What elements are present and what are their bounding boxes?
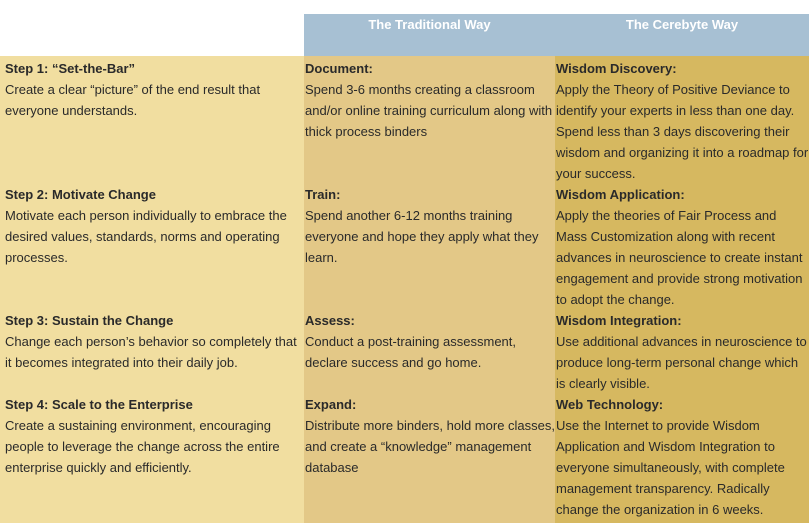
step-3-cell (0, 310, 304, 373)
step-3-body: Change each person’s behavior so completely that it becomes integrated into their daily job. (5, 334, 297, 370)
step-4-body: Create a sustaining environment, encouraging people to leverage the change across the entire enterprise quickly and efficiently. (5, 418, 280, 475)
cerebyte-3-body: Use additional advances in neuroscience to produce long-term personal change which is clearly visible. (556, 334, 807, 391)
cerebyte-2-title: Wisdom Application: (556, 187, 685, 202)
step-1-title: Step 1: “Set-the-Bar” (5, 61, 136, 76)
cerebyte-4-body: Use the Internet to provide Wisdom Application and Wisdom Integration to everyone simultaneously, with complete management transparency. Radically change the organization in 6 weeks. (556, 418, 785, 517)
step-2-title: Step 2: Motivate Change (5, 187, 156, 202)
traditional-1-cell (304, 58, 555, 142)
traditional-3-body: Conduct a post-training assessment, declare success and go home. (305, 334, 516, 370)
traditional-4-body: Distribute more binders, hold more classes, and create a “knowledge” management database (305, 418, 555, 475)
steps-column (0, 56, 304, 523)
step-1-body: Create a clear “picture” of the end result that everyone understands. (5, 82, 261, 118)
cerebyte-2-body: Apply the theories of Fair Process and Mass Customization along with recent advances in neuroscience to create instant engagement and provide strong motivation to adopt the change. (556, 208, 803, 307)
cerebyte-2-cell (555, 184, 809, 310)
cerebyte-column (555, 56, 809, 523)
traditional-2-cell (304, 184, 555, 268)
step-1-cell (0, 58, 304, 121)
traditional-4-title: Expand: (305, 397, 357, 412)
step-4-cell (0, 394, 304, 478)
cerebyte-4-cell (555, 394, 809, 520)
cerebyte-1-title: Wisdom Discovery: (556, 61, 677, 76)
cerebyte-1-cell (555, 58, 809, 184)
step-3-title: Step 3: Sustain the Change (5, 313, 174, 328)
header-cerebyte-way: The Cerebyte Way (555, 14, 809, 56)
cerebyte-1-body: Apply the Theory of Positive Deviance to identify your experts in less than one day. Spend less than 3 days discovering their wisdom and organizing it into a roadmap for your success. (556, 82, 809, 181)
traditional-3-cell (304, 310, 555, 373)
traditional-4-cell (304, 394, 555, 478)
step-2-cell (0, 184, 304, 268)
cerebyte-3-title: Wisdom Integration: (556, 313, 682, 328)
cerebyte-3-cell (555, 310, 809, 394)
traditional-1-title: Document: (305, 61, 373, 76)
traditional-2-title: Train: (305, 187, 341, 202)
traditional-column (304, 56, 555, 523)
step-2-body: Motivate each person individually to embrace the desired values, standards, norms and operating processes. (5, 208, 287, 265)
traditional-2-body: Spend another 6-12 months training everyone and hope they apply what they learn. (305, 208, 539, 265)
table-header-row (0, 14, 809, 56)
traditional-1-body: Spend 3-6 months creating a classroom and/or online training curriculum along with thick process binders (305, 82, 553, 139)
cerebyte-4-title: Web Technology: (556, 397, 664, 412)
header-traditional-way: The Traditional Way (304, 14, 555, 56)
traditional-3-title: Assess: (305, 313, 355, 328)
step-4-title: Step 4: Scale to the Enterprise (5, 397, 193, 412)
